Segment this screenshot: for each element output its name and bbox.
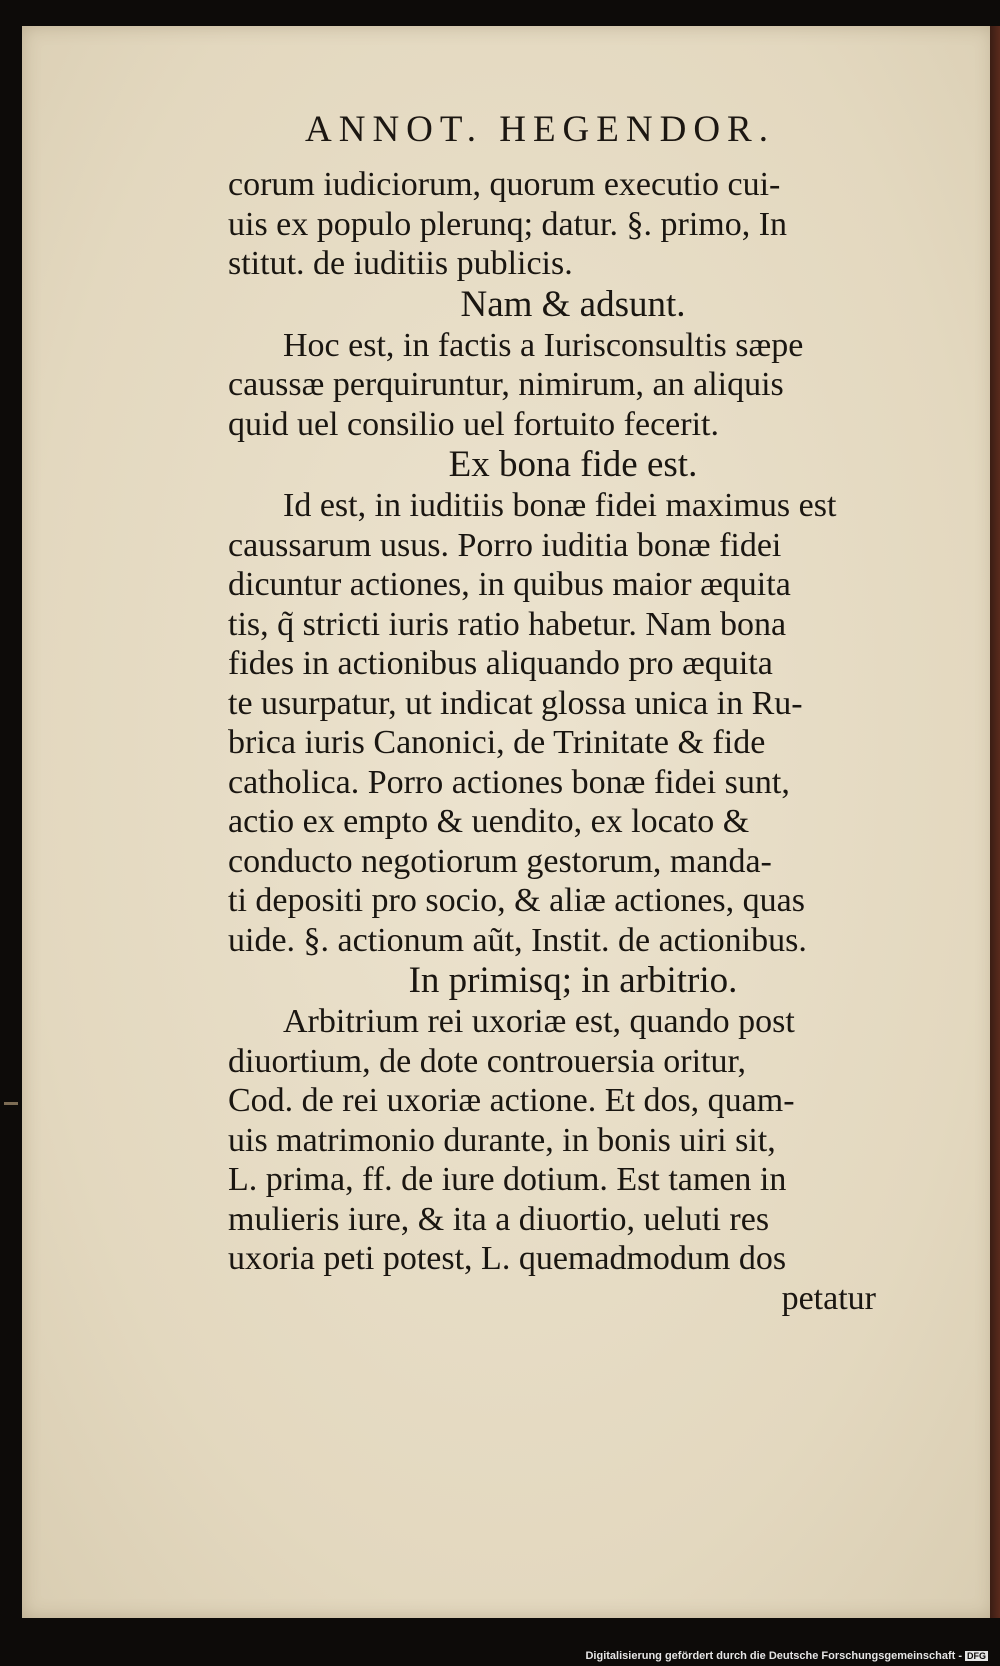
text-line: L. prima, ff. de iure dotium. Est tamen in — [228, 1161, 787, 1198]
text-line: fides in actionibus aliquando pro æquita — [228, 645, 773, 682]
text-line: tis, q̃ stricti iuris ratio habetur. Nam bona — [228, 605, 787, 643]
text-line: uis matrimonio durante, in bonis uiri sit, — [228, 1121, 776, 1159]
text-line: Hoc est, in factis a Iurisconsultis sæpe — [283, 326, 804, 364]
text-line: te usurpatur, ut indicat glossa unica in Ru- — [228, 684, 803, 722]
text-line: caussæ perquiruntur, nimirum, an aliquis — [228, 366, 784, 403]
text-line: corum iudiciorum, quorum executio cui- — [228, 166, 781, 203]
footer-text: Digitalisierung gefördert durch die Deutsche Forschungsgemeinschaft - — [585, 1650, 962, 1662]
text-line: Id est, in iuditiis bonæ fidei maximus est — [283, 487, 837, 524]
text-line: uis ex populo plerunq; datur. §. primo, In — [228, 205, 788, 243]
text-line: caussarum usus. Porro iuditia bonæ fidei — [228, 526, 782, 564]
text-line: mulieris iure, & ita a diuortio, ueluti res — [228, 1200, 770, 1238]
text-line: quid uel consilio uel fortuito fecerit. — [228, 405, 719, 443]
dfg-logo-icon: DFG — [967, 1651, 986, 1662]
text-line: brica iuris Canonici, de Trinitate & fide — [228, 724, 766, 761]
text-line: Arbitrium rei uxoriæ est, quando post — [283, 1003, 795, 1040]
section-heading: In primisq; in arbitrio. — [408, 960, 738, 1001]
text-line: uxoria peti potest, L. quemadmodum dos — [228, 1240, 787, 1277]
text-line: actio ex empto & uendito, ex locato & — [228, 803, 750, 840]
section-heading: Nam & adsunt. — [460, 283, 686, 325]
section-heading: Ex bona fide est. — [448, 444, 698, 485]
running-header: ANNOT. HEGENDOR. — [305, 109, 775, 150]
text-line: dicuntur actiones, in quibus maior æquita — [228, 566, 791, 603]
text-line: diuortium, de dote controuersia oritur, — [228, 1042, 746, 1080]
text-line: ti depositi pro socio, & aliæ actiones, quas — [228, 882, 805, 919]
margin-mark — [4, 1102, 18, 1105]
text-line: Cod. de rei uxoriæ actione. Et dos, quam- — [228, 1082, 795, 1119]
catchword: petatur — [781, 1279, 876, 1317]
text-line: conducto negotiorum gestorum, manda- — [228, 842, 772, 880]
footer-credit — [585, 1650, 988, 1662]
text-line: stitut. de iuditiis publicis. — [228, 245, 573, 282]
book-spine — [990, 26, 1000, 1618]
body-text — [228, 165, 888, 1318]
text-line: catholica. Porro actiones bonæ fidei sunt, — [228, 763, 790, 801]
text-line: uide. §. actionum aũt, Instit. de actionibus. — [228, 921, 807, 959]
